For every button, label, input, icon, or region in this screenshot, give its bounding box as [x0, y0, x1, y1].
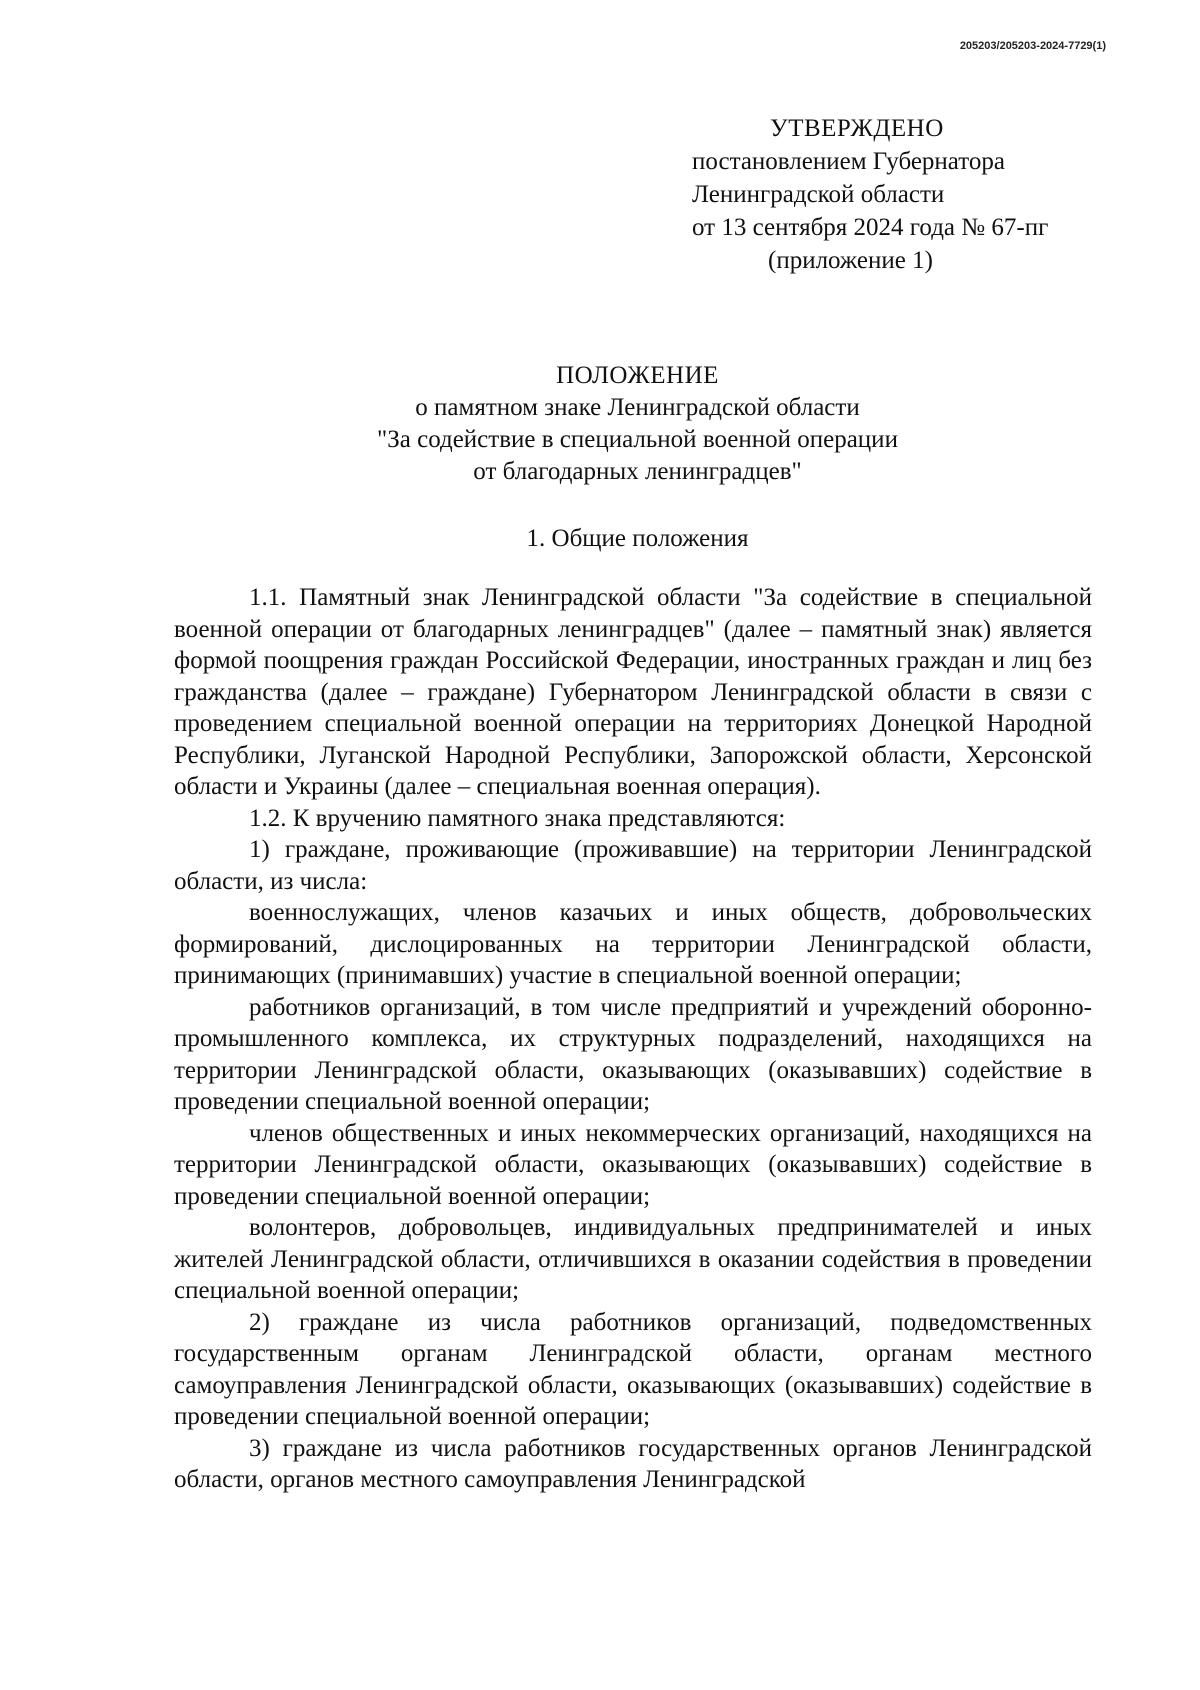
paragraph-item-3: 3) граждане из числа работников государственных органов Ленинградской области, органов местного самоуправления Ленинградской: [174, 1434, 1092, 1493]
heading-title: ПОЛОЖЕНИЕ: [556, 362, 719, 389]
heading-line-3: от благодарных ленинградцев": [473, 458, 802, 485]
approval-line-2: Ленинградской области: [692, 181, 945, 208]
approval-line-3: от 13 сентября 2024 года № 67-пг: [692, 214, 1049, 241]
approval-annex: (приложение 1): [768, 247, 933, 274]
paragraph-workers: работников организаций, в том числе предприятий и учреждений оборонно-промышленного комплекса, их структурных подразделений, находящихся на территории Ленинградской области, оказывающих (оказывавших) содействие в проведении специальной военной операции;: [174, 993, 1092, 1115]
heading-line-1: о памятном знаке Ленинградской области: [415, 394, 860, 421]
approval-line-1: постановлением Губернатора: [692, 148, 1005, 175]
document-heading: [0, 360, 1200, 488]
paragraph-item-1: 1) граждане, проживающие (проживавшие) на территории Ленинградской области, из числа:: [174, 836, 1092, 895]
approval-block: [692, 112, 1112, 277]
paragraph-volunteers: волонтеров, добровольцев, индивидуальных предпринимателей и иных жителей Ленинградской области, отличившихся в оказании содействия в проведении специальной военной операции;: [174, 1214, 1092, 1304]
paragraph-public-orgs: членов общественных и иных некоммерческих организаций, находящихся на территории Ленинградской области, оказывающих (оказывавших) содействие в проведении специальной военной операции;: [174, 1119, 1092, 1210]
document-id: 205203/205203-2024-7729(1): [959, 40, 1106, 52]
document-body: [174, 582, 1092, 1496]
paragraph-1-1: 1.1. Памятный знак Ленинградской области "За содействие в специальной военной операции от благодарных ленинградцев" (далее – памятный знак) является формой поощрения граждан Российской Федерации, иностранных граждан и лиц без гражданства (далее – граждане) Губернатором Ленинградской области в связи с проведением специальной военной операции на территориях Донецкой Народной Республики, Луганской Народной Республики, Запорожской области, Херсонской области и Украины (далее – специальная военная операция).: [174, 584, 1092, 800]
paragraph-1-2: 1.2. К вручению памятного знака представляются:: [249, 804, 786, 832]
section-title: 1. Общие положения: [526, 525, 749, 552]
paragraph-servicemen: военнослужащих, членов казачьих и иных обществ, добровольческих формирований, дислоцированных на территории Ленинградской области, принимающих (принимавших) участие в специальной военной операции;: [174, 899, 1092, 989]
heading-line-2: "За содействие в специальной военной операции: [377, 426, 898, 453]
approval-title: УТВЕРЖДЕНО: [770, 115, 944, 142]
paragraph-item-2: 2) граждане из числа работников организаций, подведомственных государственным органам Ленинградской области, органам местного самоуправления Ленинградской области, оказывающих (оказывавших) содействие в проведении специальной военной операции;: [174, 1308, 1092, 1430]
